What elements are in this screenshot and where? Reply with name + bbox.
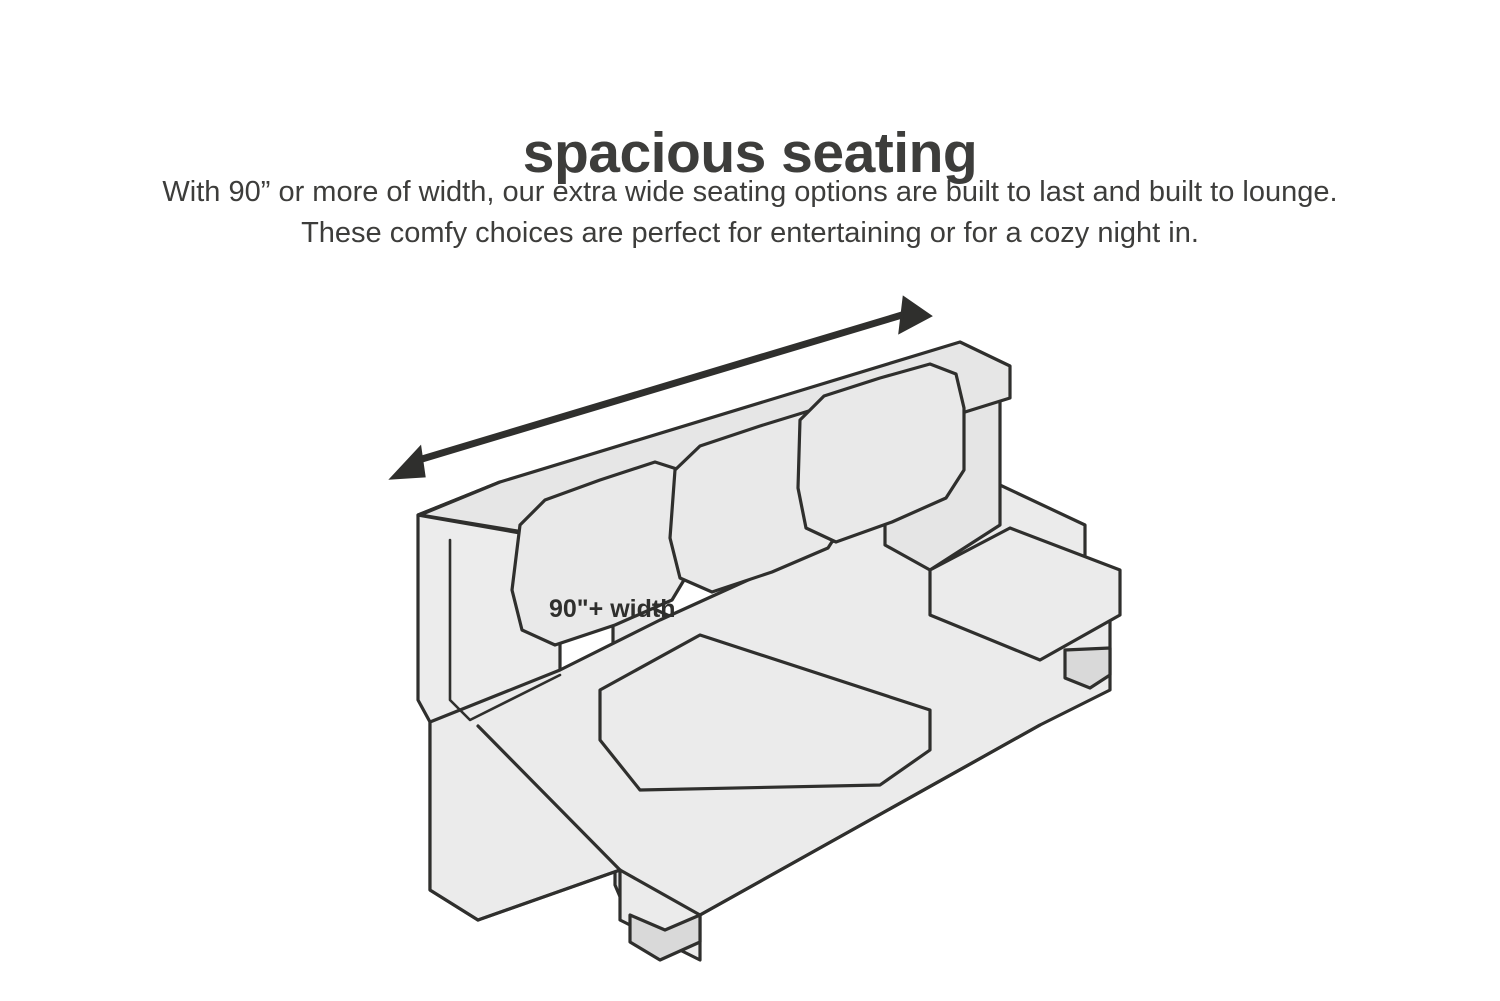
arrow-head-left	[392, 448, 424, 478]
subcopy-line-2: These comfy choices are perfect for entertaining or for a cozy night in.	[301, 217, 1199, 250]
page-subcopy	[130, 172, 1370, 254]
width-dimension-label: 90"+ width	[549, 595, 676, 623]
arrow-head-right	[900, 298, 930, 332]
sofa-body-group	[418, 342, 1120, 960]
subcopy-line-1: With 90” or more of width, our extra wide seating options are built to last and built to lounge.	[162, 176, 1338, 208]
sofa-line-drawing-svg	[0, 270, 1500, 970]
page-title: spacious seating	[522, 121, 978, 186]
sofa-illustration	[0, 270, 1500, 970]
